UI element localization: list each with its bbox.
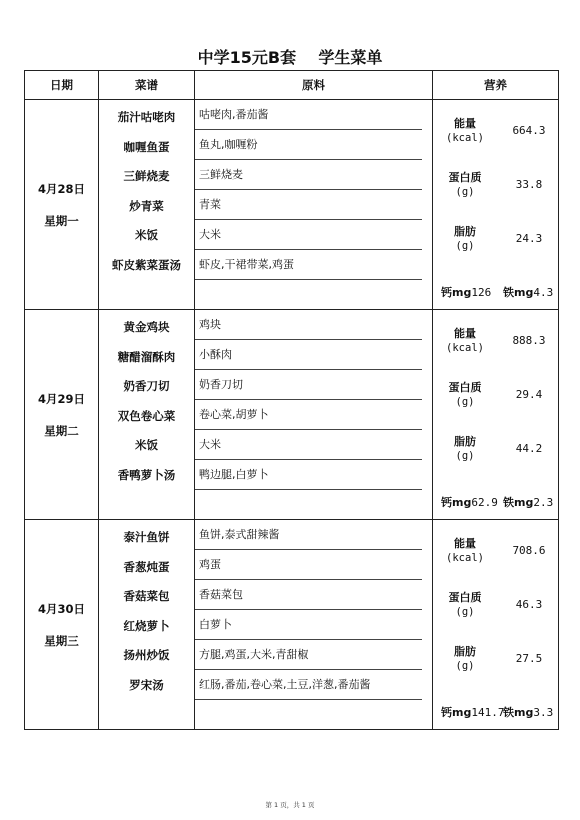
ingredient-line: 鱼饼,泰式甜辣酱 bbox=[195, 520, 422, 550]
page-title: 中学15元B套 学生菜单 bbox=[197, 48, 383, 67]
ingredient-line: 鸡块 bbox=[195, 310, 422, 340]
protein-unit: (g) bbox=[455, 606, 475, 618]
energy-unit: (kcal) bbox=[446, 342, 484, 354]
ingredient-line: 奶香刀切 bbox=[195, 370, 422, 400]
ingredient-line: 鸡蛋 bbox=[195, 550, 422, 580]
iron-value bbox=[503, 704, 553, 720]
header-date: 日期 bbox=[25, 71, 99, 100]
energy-unit: (kcal) bbox=[446, 132, 484, 144]
protein-value: 46.3 bbox=[515, 598, 543, 611]
dish-name: 炒青菜 bbox=[129, 198, 164, 213]
ingredient-list bbox=[195, 100, 433, 310]
header-dish: 菜谱 bbox=[99, 71, 195, 100]
day-weekday: 星期二 bbox=[44, 423, 79, 438]
energy-label bbox=[437, 536, 493, 566]
ingredient-line: 青菜 bbox=[195, 190, 422, 220]
header-ingredients: 原料 bbox=[195, 71, 433, 100]
energy-label-text: 能量 bbox=[454, 117, 476, 130]
calcium-number: 126 bbox=[471, 286, 492, 299]
ingredient-line: 大米 bbox=[195, 430, 422, 460]
fat-label-text: 脂肪 bbox=[454, 645, 476, 658]
day-date-cell bbox=[25, 310, 99, 520]
iron-number: 3.3 bbox=[533, 706, 554, 719]
energy-label bbox=[437, 326, 493, 356]
ingredient-line bbox=[195, 490, 422, 519]
energy-value: 664.3 bbox=[512, 124, 546, 137]
energy-label bbox=[437, 116, 493, 146]
dish-list bbox=[99, 310, 195, 520]
day-weekday: 星期一 bbox=[44, 213, 79, 228]
dish-name: 虾皮紫菜蛋汤 bbox=[112, 257, 181, 272]
dish-list bbox=[99, 520, 195, 730]
dish-name: 糖醋溜酥肉 bbox=[117, 349, 176, 364]
dish-name: 米饭 bbox=[135, 438, 158, 452]
ingredient-line: 大米 bbox=[195, 220, 422, 250]
ingredient-line: 三鲜烧麦 bbox=[195, 160, 422, 190]
calcium-number: 62.9 bbox=[471, 496, 498, 509]
fat-unit: (g) bbox=[455, 240, 475, 252]
energy-label-text: 能量 bbox=[454, 327, 476, 340]
calcium-label: 钙mg bbox=[441, 706, 472, 719]
dish-name: 香菇菜包 bbox=[123, 589, 170, 603]
day-row bbox=[25, 100, 559, 310]
day-date: 4月29日 bbox=[37, 391, 85, 406]
energy-value: 708.6 bbox=[512, 544, 546, 557]
energy-value: 888.3 bbox=[512, 334, 546, 347]
protein-label-text: 蛋白质 bbox=[448, 591, 482, 604]
fat-unit: (g) bbox=[455, 450, 475, 462]
header-nutrition: 营养 bbox=[433, 71, 559, 100]
ingredient-line: 香菇菜包 bbox=[195, 580, 422, 610]
protein-label bbox=[437, 380, 493, 410]
dish-name: 罗宋汤 bbox=[129, 677, 164, 692]
menu-body bbox=[25, 100, 559, 730]
protein-value: 33.8 bbox=[515, 178, 543, 191]
ingredient-line bbox=[195, 700, 422, 729]
fat-value: 27.5 bbox=[515, 652, 543, 665]
protein-label bbox=[437, 590, 493, 620]
day-row bbox=[25, 520, 559, 730]
ingredient-line: 小酥肉 bbox=[195, 340, 422, 370]
dish-name: 米饭 bbox=[135, 228, 158, 242]
day-row bbox=[25, 310, 559, 520]
ingredient-line: 鱼丸,咖喱粉 bbox=[195, 130, 422, 160]
menu-table bbox=[24, 70, 559, 730]
ingredient-line: 方腿,鸡蛋,大米,青甜椒 bbox=[195, 640, 422, 670]
protein-label-text: 蛋白质 bbox=[448, 171, 482, 184]
dish-name: 扬州炒饭 bbox=[123, 648, 170, 662]
nutrition-cell bbox=[433, 520, 559, 730]
dish-name: 双色卷心菜 bbox=[117, 408, 176, 423]
page-footer: 第 1 页，共 1 页 bbox=[265, 801, 315, 809]
fat-value: 44.2 bbox=[515, 442, 543, 455]
dish-name: 红烧萝卜 bbox=[123, 618, 170, 633]
day-date: 4月30日 bbox=[37, 601, 85, 616]
ingredient-line: 红肠,番茄,卷心菜,土豆,洋葱,番茄酱 bbox=[195, 670, 422, 700]
dish-name: 奶香刀切 bbox=[123, 379, 170, 393]
iron-label: 铁mg bbox=[503, 496, 534, 509]
nutrition-cell bbox=[433, 100, 559, 310]
protein-label-text: 蛋白质 bbox=[448, 381, 482, 394]
dish-name: 泰汁鱼饼 bbox=[123, 530, 170, 544]
ingredient-line bbox=[195, 280, 422, 309]
protein-label bbox=[437, 170, 493, 200]
ingredient-list bbox=[195, 520, 433, 730]
energy-label-text: 能量 bbox=[454, 537, 476, 550]
energy-unit: (kcal) bbox=[446, 552, 484, 564]
dish-name: 香鸭萝卜汤 bbox=[117, 467, 176, 482]
calcium-value bbox=[441, 704, 504, 720]
table-header-row bbox=[25, 71, 559, 100]
protein-value: 29.4 bbox=[515, 388, 543, 401]
ingredient-line: 白萝卜 bbox=[195, 610, 422, 640]
calcium-value bbox=[441, 284, 491, 300]
fat-unit: (g) bbox=[455, 660, 475, 672]
fat-label-text: 脂肪 bbox=[454, 435, 476, 448]
fat-label bbox=[437, 644, 493, 674]
iron-value bbox=[503, 494, 553, 510]
ingredient-line: 虾皮,干裙带菜,鸡蛋 bbox=[195, 250, 422, 280]
calcium-number: 141.7 bbox=[471, 706, 505, 719]
day-date-cell bbox=[25, 520, 99, 730]
fat-label bbox=[437, 224, 493, 254]
calcium-label: 钙mg bbox=[441, 496, 472, 509]
iron-label: 铁mg bbox=[503, 706, 534, 719]
ingredient-line: 卷心菜,胡萝卜 bbox=[195, 400, 422, 430]
dish-name: 黄金鸡块 bbox=[123, 320, 170, 334]
dish-name: 香葱炖蛋 bbox=[123, 559, 170, 574]
day-date: 4月28日 bbox=[37, 181, 85, 196]
fat-value: 24.3 bbox=[515, 232, 543, 245]
iron-number: 4.3 bbox=[533, 286, 554, 299]
protein-unit: (g) bbox=[455, 396, 475, 408]
dish-name: 茄汁咕咾肉 bbox=[117, 110, 176, 124]
day-weekday: 星期三 bbox=[44, 633, 79, 648]
dish-list bbox=[99, 100, 195, 310]
calcium-label: 钙mg bbox=[441, 286, 472, 299]
ingredient-line: 鸭边腿,白萝卜 bbox=[195, 460, 422, 490]
dish-name: 三鲜烧麦 bbox=[123, 169, 170, 183]
ingredient-line: 咕咾肉,番茄酱 bbox=[195, 100, 422, 130]
fat-label-text: 脂肪 bbox=[454, 225, 476, 238]
calcium-value bbox=[441, 494, 498, 510]
nutrition-cell bbox=[433, 310, 559, 520]
iron-value bbox=[503, 284, 553, 300]
iron-number: 2.3 bbox=[533, 496, 554, 509]
dish-name: 咖喱鱼蛋 bbox=[123, 139, 170, 154]
protein-unit: (g) bbox=[455, 186, 475, 198]
iron-label: 铁mg bbox=[503, 286, 534, 299]
ingredient-list bbox=[195, 310, 433, 520]
fat-label bbox=[437, 434, 493, 464]
day-date-cell bbox=[25, 100, 99, 310]
